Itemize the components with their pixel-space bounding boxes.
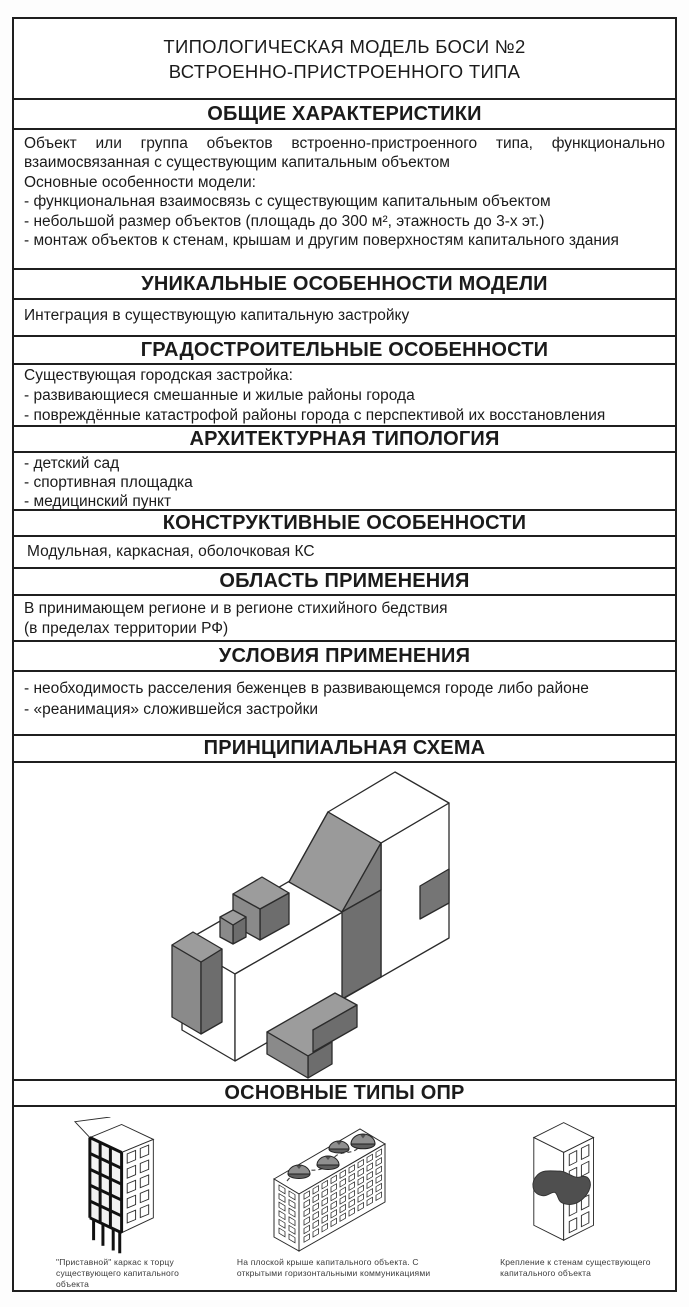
opr-caption-flat-roof: На плоской крыше капитального объекта. С открытыми горизонтальными коммуникациями xyxy=(236,1257,431,1278)
section-body-constructive xyxy=(14,537,675,569)
principal-scheme-drawing xyxy=(14,763,675,1079)
application-area-line: (в пределах территории РФ) xyxy=(24,620,229,637)
general-bullet: - монтаж объектов к стенам, крышам и другим поверхностям капитального здания xyxy=(24,232,619,250)
section-header-architectural: АРХИТЕКТУРНАЯ ТИПОЛОГИЯ xyxy=(14,427,675,453)
urban-intro: Существующая городская застройка: xyxy=(24,367,293,384)
principal-scheme xyxy=(14,763,675,1081)
page-title-line2: ВСТРОЕННО-ПРИСТРОЕННОГО ТИПА xyxy=(168,60,521,82)
section-body-application-area xyxy=(14,596,675,642)
opr-caption-wall-mounted: Крепление к стенам существующего капитального объекта xyxy=(500,1257,651,1278)
constructive-text: Модульная, каркасная, оболочковая КС xyxy=(27,543,315,560)
section-header-urban: ГРАДОСТРОИТЕЛЬНЫЕ ОСОБЕННОСТИ xyxy=(14,337,675,365)
urban-bullet: - повреждённые катастрофой районы города с перспективой их восстановления xyxy=(24,407,606,424)
wall-mounted-icon xyxy=(498,1117,648,1257)
opr-caption-attached-frame: "Приставной" каркас к торцу существующего капитального объекта xyxy=(56,1257,180,1289)
section-header-scheme: ПРИНЦИПИАЛЬНАЯ СХЕМА xyxy=(14,736,675,763)
application-area-line: В принимающем регионе и в регионе стихийного бедствия xyxy=(24,600,448,617)
general-paragraph: Объект или группа объектов встроенно-пристроенного типа, функционально взаимосвязанная с существующим капитальным объектом xyxy=(24,135,665,172)
opr-types-figures xyxy=(14,1107,675,1290)
conditions-bullet: - необходимость расселения беженцев в развивающемся городе либо районе xyxy=(24,680,589,697)
typology-sheet xyxy=(12,17,677,1292)
page-title xyxy=(14,19,675,100)
section-body-urban xyxy=(14,365,675,427)
section-header-opr-types: ОСНОВНЫЕ ТИПЫ ОПР xyxy=(14,1081,675,1107)
architectural-bullet: - спортивная площадка xyxy=(24,474,193,491)
section-header-application-conditions: УСЛОВИЯ ПРИМЕНЕНИЯ xyxy=(14,642,675,672)
section-body-architectural xyxy=(14,453,675,511)
section-header-unique: УНИКАЛЬНЫЕ ОСОБЕННОСТИ МОДЕЛИ xyxy=(14,270,675,300)
general-bullet: - небольшой размер объектов (площадь до 300 м², этажность до 3-х эт.) xyxy=(24,212,545,230)
section-header-general: ОБЩИЕ ХАРАКТЕРИСТИКИ xyxy=(14,100,675,130)
urban-bullet: - развивающиеся смешанные и жилые районы города xyxy=(24,387,415,404)
opr-figure-flat-roof xyxy=(219,1107,470,1290)
architectural-bullet: - детский сад xyxy=(24,455,120,472)
attached-frame-icon xyxy=(41,1117,191,1257)
architectural-bullet: - медицинский пункт xyxy=(24,493,172,510)
flat-roof-icon xyxy=(249,1117,439,1257)
section-header-application-area: ОБЛАСТЬ ПРИМЕНЕНИЯ xyxy=(14,569,675,596)
opr-figure-wall-mounted xyxy=(470,1107,675,1290)
section-body-general xyxy=(14,130,675,270)
opr-figure-attached-frame xyxy=(14,1107,219,1290)
general-subtitle: Основные особенности модели: xyxy=(24,173,256,191)
conditions-bullet: - «реанимация» сложившейся застройки xyxy=(24,701,319,718)
section-header-constructive: КОНСТРУКТИВНЫЕ ОСОБЕННОСТИ xyxy=(14,511,675,537)
unique-text: Интеграция в существующую капитальную застройку xyxy=(24,307,410,324)
section-body-unique xyxy=(14,300,675,337)
section-body-application-conditions xyxy=(14,672,675,736)
page-title-line1: ТИПОЛОГИЧЕСКАЯ МОДЕЛЬ БОСИ №2 xyxy=(163,35,526,57)
general-bullet: - функциональная взаимосвязь с существующим капитальным объектом xyxy=(24,193,551,211)
